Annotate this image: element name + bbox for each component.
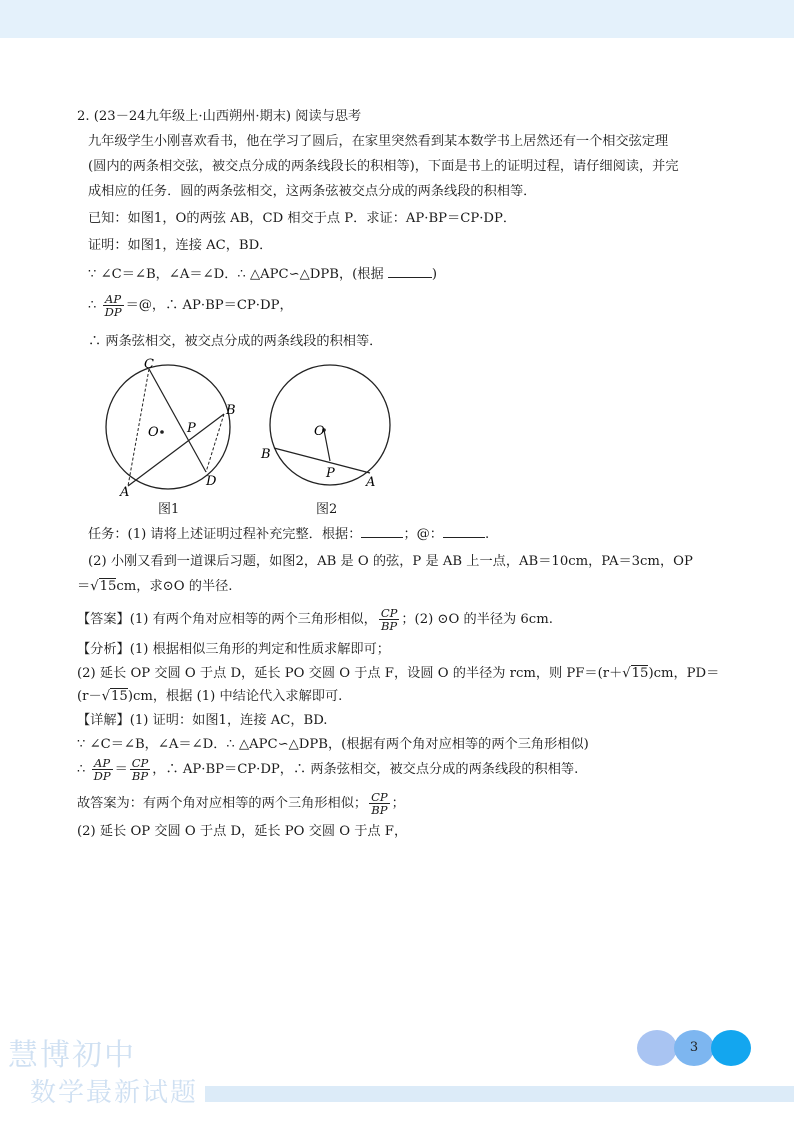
header-band xyxy=(0,0,794,38)
proof-therefore: ∴ $\frac{AP}{DP}$ ＝@，∴ AP·BP＝CP·DP， xyxy=(88,292,293,319)
decor-circle xyxy=(711,1030,751,1066)
detail-line-2: ∵ ∠C＝∠B，∠A＝∠D．∴ △APC∽△DPB，(根据有两个角对应相等的两个三角形相似) xyxy=(77,737,589,752)
chord-ac-dashed xyxy=(128,369,149,486)
answer-blank xyxy=(361,525,403,538)
task-1: 任务：(1) 请将上述证明过程补充完整．根据： ；@： . xyxy=(88,527,490,542)
task-2: (2) 小刚又看到一道课后习题，如图2，AB 是 O 的弦，P 是 AB 上一点，AB＝10cm，PA＝3cm，OP xyxy=(88,554,693,569)
analysis-line-3: (r－√15)cm，根据 (1) 中结论代入求解即可. xyxy=(77,689,343,704)
figure2-caption: 图2 xyxy=(316,502,338,517)
decor-circle xyxy=(637,1030,677,1066)
detail-line-5: (2) 延长 OP 交圆 O 于点 D，延长 PO 交圆 O 于点 F， xyxy=(77,824,408,839)
figures xyxy=(90,355,410,520)
watermark-line2: 数学最新试题 xyxy=(30,1078,199,1108)
label-b2: B xyxy=(261,447,271,462)
paragraph-line: 成相应的任务．圆的两条弦相交，这两条弦被交点分成的两条线段的积相等． xyxy=(88,184,537,199)
answer-blank xyxy=(443,525,485,538)
fraction: $\frac{AP}{DP}$ xyxy=(104,292,122,319)
detail-line: 【详解】(1) 证明：如图1，连接 AC，BD. xyxy=(77,713,328,728)
label-o2: O xyxy=(314,424,325,439)
label-p2: P xyxy=(326,466,335,481)
detail-line-4: 故答案为：有两个角对应相等的两个三角形相似； $\frac{CP}{BP}$ ； xyxy=(77,790,405,817)
given-statement: 已知：如图1，O的两弦 AB，CD 相交于点 P．求证：AP·BP＝CP·DP． xyxy=(88,211,517,226)
proof-therefore-text: ＝@，∴ AP·BP＝CP·DP， xyxy=(125,298,293,313)
label-p: P xyxy=(187,421,196,436)
label-b: B xyxy=(226,403,236,418)
chord-cd xyxy=(149,369,206,472)
segment-op xyxy=(324,430,330,461)
label-o: O xyxy=(148,425,159,440)
paragraph-line: (圆内的两条相交弦，被交点分成的两条线段长的积相等)，下面是书上的证明过程，请仔细阅读，并完 xyxy=(88,159,679,174)
circle-fig1 xyxy=(106,365,230,489)
geometry-figures xyxy=(90,355,410,520)
label-a: A xyxy=(120,485,130,500)
analysis-line: 【分析】(1) 根据相似三角形的判定和性质求解即可； xyxy=(77,642,390,657)
answer-line: 【答案】(1) 有两个角对应相等的两个三角形相似， $\frac{CP}{BP}$ ；(2) ⊙O 的半径为 6cm. xyxy=(77,606,553,633)
analysis-line-2: (2) 延长 OP 交圆 O 于点 D，延长 PO 交圆 O 于点 F，设圆 O 的半径为 rcm，则 PF＝(r＋√15)cm，PD＝ xyxy=(77,666,720,681)
proof-conclusion: ∴ 两条弦相交，被交点分成的两条线段的积相等． xyxy=(88,334,383,349)
center-dot-fig1 xyxy=(160,430,164,434)
chord-ab-fig2 xyxy=(274,448,370,473)
answer-blank xyxy=(388,265,432,278)
question-heading: 2. (23－24九年级上·山西朔州·期末) 阅读与思考 xyxy=(77,109,362,124)
detail-line-3: ∴ $\frac{AP}{DP}$ ＝ $\frac{CP}{BP}$ ，∴ AP·BP＝CP·DP，∴ 两条弦相交，被交点分成的两条线段的积相等. xyxy=(77,756,579,783)
task-2-cont: ＝√15cm，求⊙O 的半径. xyxy=(77,579,233,594)
proof-because-end: ) xyxy=(431,267,438,282)
chord-bd-dashed xyxy=(206,414,224,472)
proof-because xyxy=(88,265,437,284)
paragraph-line: 九年级学生小刚喜欢看书，他在学习了圆后，在家里突然看到某本数学书上居然还有一个相交弦定理 xyxy=(88,134,669,149)
proof-start: 证明：如图1，连接 AC，BD． xyxy=(88,238,273,253)
label-c: C xyxy=(144,357,154,372)
footer-band xyxy=(205,1086,794,1102)
label-a2: A xyxy=(366,475,376,490)
proof-because-text: ∵ ∠C＝∠B，∠A＝∠D．∴ △APC∽△DPB，(根据 xyxy=(88,267,384,282)
figure1-caption: 图1 xyxy=(158,502,180,517)
label-d: D xyxy=(206,474,217,489)
page-number: 3 xyxy=(689,1040,699,1055)
watermark-line1: 慧博初中 xyxy=(8,1038,136,1073)
